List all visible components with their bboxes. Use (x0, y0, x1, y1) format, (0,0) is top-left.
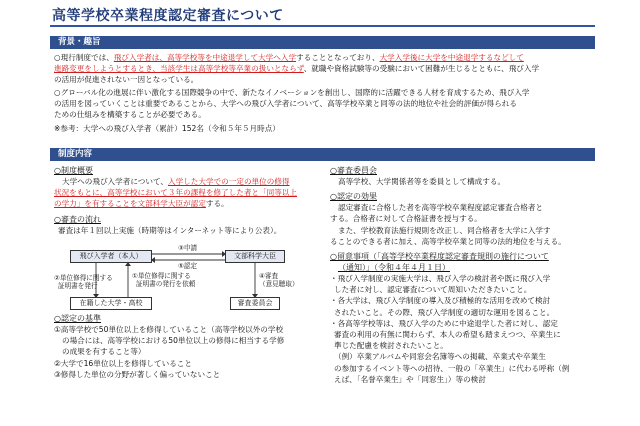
effect-4: ることのできる者に加え、高等学校卒業と同等の法的地位を与える。 (330, 236, 566, 246)
notice-3b: 審査の利用の有無に関わらず、本人の希望も踏まえつつ、卒業生に (334, 330, 561, 340)
criteria-heading: ○認定の基準 (54, 314, 101, 323)
bg-text: することとなっており、 (296, 53, 380, 62)
bg-text: 、就職や資格試験等の受験において困難が生じるとともに、飛び入学 (303, 64, 540, 73)
notice-4c: えば、「名誉卒業生」や「同窓生」）等の検討 (334, 374, 486, 384)
bg-text: ○グローバル化の進展に伴い激化する国際競争の中で、新たなイノベーションを創出し、国際的に活躍できる人材を育成するため、飛び入学 (54, 88, 530, 97)
effect-heading: ○認定の効果 (330, 192, 377, 202)
effect-1: 認定審査に合格した者を高等学校卒業程度認定審査合格者と (338, 203, 544, 213)
label-apply: ③申請 (178, 244, 198, 252)
label-step2b: 証明書を発行 (58, 282, 98, 290)
notice-heading: ○留意事項（「高等学校卒業程度認定審査規則の施行について (330, 252, 549, 262)
criteria-1b: の場合には、高等学校における50単位以上の修得に相当する学修 (62, 336, 285, 346)
criteria-1c: の成果を有すること等） (62, 347, 146, 357)
notice-2: ・各大学は、飛び入学制度の導入及び積極的な活用を改めて検討 (330, 296, 551, 306)
label-step1b: 証明書の発行を依頼 (136, 280, 196, 288)
bg-emph: 進路変更をしようとするとき、当該学生は高等学校等卒業の扱いとならず (54, 64, 304, 73)
notice-2b: されたいこと。その際、飛び入学制度の適切な運用を図ること。 (334, 307, 555, 317)
bg-text: の活用が促進されない一因となっている。 (54, 75, 199, 84)
label-step4a: ④審査 (259, 272, 279, 280)
university-box: 在籍した大学・高校 (70, 297, 152, 310)
committee-box: 審査委員会 (230, 297, 280, 310)
arrow-review-head (252, 294, 258, 298)
criteria-block (54, 313, 329, 380)
bg-text: の活用を図っていくことは重要であることから、大学への飛び入学者について、高等学校卒業と同等の法的地位や社会的評価が得られる (54, 99, 517, 108)
bg-text: ○現行制度では、 (54, 53, 114, 62)
label-step1a: ①単位修得に関する (132, 272, 191, 280)
flow-heading: ○審査の流れ (54, 214, 101, 224)
arrow-certify-head (151, 257, 155, 263)
effect-2: する。合格者に対して合格証書を授与する。 (330, 214, 482, 224)
ministry-box: 文部科学大臣 (225, 250, 285, 263)
notice-4b: の参加するイベント等への招待、一般の「卒業生」に代わる呼称（例 (334, 363, 570, 373)
label-step2a: ②単位修得に関する (54, 274, 113, 282)
committee-body: 高等学校、大学関係者等を委員として構成する。 (338, 177, 506, 186)
notice-4: （例）卒業アルバムや同窓会名簿等への掲載、卒業式や卒業生 (334, 352, 546, 362)
arrow-apply-head (222, 251, 226, 257)
effect-3: また、学校教育法施行規則を改正し、同合格者を大学に入学す (338, 225, 551, 235)
bg-emph: 大学入学後に大学を中途退学するなどして (379, 53, 524, 62)
notice-1: ・飛び入学制度の実施大学は、飛び入学の検討者や既に飛び入学 (330, 274, 551, 284)
notice-heading-2: （通知）」（令和４年４月１日） (338, 263, 450, 273)
notice-3: ・各高等学校等は、飛び入学のために中途退学した者に対し、認定 (330, 318, 558, 328)
criteria-3: ③修得した単位の分野が著しく偏っていないこと (54, 369, 221, 379)
notice-3c: 準じた配慮を検討されたいこと。 (334, 341, 448, 351)
applicant-box: 飛び入学者（本人） (70, 250, 152, 263)
bg-text: ための仕組みを構築することが必要である。 (54, 110, 206, 119)
overview-heading: ○制度概要 (54, 166, 93, 175)
page-title: 高等学校卒業程度認定審査について (52, 8, 284, 24)
notice-1b: した者に対し、認定審査について周知いただきたいこと。 (334, 285, 532, 295)
section-label-system: 制度内容 (58, 149, 93, 159)
overview-line-3: の学力」を有することを文部科学大臣が認定する。 (54, 199, 229, 209)
bg-emph: 飛び入学者は、高等学校等を中途退学して大学へ入学 (113, 53, 297, 62)
arrow-issue-head (93, 294, 99, 298)
criteria-1: ①高等学校で50単位以上を修得していること（高等学校以外の学校 (54, 325, 284, 334)
bg-note-text: ※参考：大学への飛び入学者（累計）152名（令和５年５月時点） (54, 124, 280, 133)
flow-description: 審査は年１回以上実施（時期等はインターネット等により公表）。 (58, 225, 282, 235)
label-step4b: （意見聴取） (259, 280, 299, 288)
overview-line-1: 大学への飛び入学者について、入学した大学での一定の単位の修得 (62, 177, 290, 186)
arrow-request-head (125, 262, 131, 266)
right-column (330, 165, 598, 385)
section-label-background: 背景・趣旨 (58, 37, 101, 47)
overview-line-2: 状況をもとに、高等学校において３年の課程を修了した者と「同等以上 (54, 188, 297, 198)
committee-heading: ○審査委員会 (330, 166, 377, 175)
label-certify: ⑤認定 (178, 262, 198, 270)
criteria-2: ②大学で16単位以上を修得していること (54, 358, 192, 368)
